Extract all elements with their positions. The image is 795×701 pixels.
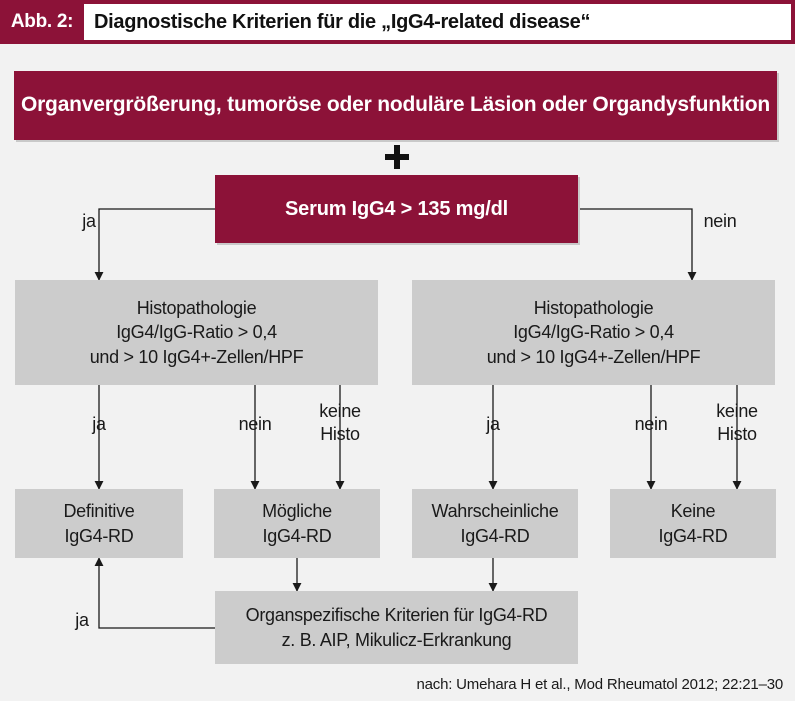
label-right-nein: nein bbox=[634, 414, 668, 434]
label-left-keine-histo bbox=[305, 400, 375, 447]
histo-left-line1: Histopathologie bbox=[136, 298, 257, 319]
edge-organ-ja bbox=[99, 558, 215, 628]
moegliche-line2: IgG4-RD bbox=[262, 525, 332, 546]
keine-box bbox=[610, 489, 776, 558]
definitive-box bbox=[15, 489, 183, 558]
histo-right-line1: Histopathologie bbox=[533, 298, 654, 319]
figure-label: Abb. 2: bbox=[10, 11, 74, 32]
label-right-ja: ja bbox=[486, 414, 500, 434]
histo-left-box bbox=[15, 280, 378, 385]
label-left-keine: keine bbox=[319, 401, 361, 421]
label-right-histo: Histo bbox=[717, 424, 757, 445]
moegliche-line1: Mögliche bbox=[262, 501, 332, 522]
definitive-line1: Definitive bbox=[63, 501, 135, 522]
histo-right-line3: und > 10 IgG4+-Zellen/HPF bbox=[486, 346, 701, 367]
label-left-ja: ja bbox=[92, 414, 106, 434]
serum-igg4-text: Serum IgG4 > 135 mg/dl bbox=[285, 197, 508, 220]
serum-igg4-box bbox=[215, 175, 578, 243]
organ-finding-text: Organvergrößerung, tumoröse oder noduläre Läsion oder Organdysfunktion bbox=[20, 93, 771, 117]
keine-line2: IgG4-RD bbox=[658, 525, 728, 546]
label-organ-ja: ja bbox=[75, 610, 89, 630]
moegliche-box bbox=[214, 489, 380, 558]
organ-finding-box bbox=[14, 71, 777, 140]
edge-serum-ja bbox=[99, 209, 215, 280]
label-serum-nein: nein bbox=[703, 211, 737, 231]
wahrscheinliche-box bbox=[412, 489, 578, 558]
label-right-keine-histo bbox=[702, 400, 772, 447]
plus-icon bbox=[385, 145, 409, 169]
edge-serum-nein bbox=[578, 209, 692, 280]
histo-left-line2: IgG4/IgG-Ratio > 0,4 bbox=[116, 322, 277, 343]
histo-right-line2: IgG4/IgG-Ratio > 0,4 bbox=[513, 322, 674, 343]
histo-right-box bbox=[412, 280, 775, 385]
organspezifisch-line2: z. B. AIP, Mikulicz-Erkrankung bbox=[281, 629, 512, 650]
figure-title: Diagnostische Kriterien für die „IgG4-related disease“ bbox=[84, 4, 791, 40]
source-citation: nach: Umehara H et al., Mod Rheumatol 2012; 22:21–30 bbox=[416, 676, 783, 693]
histo-left-line3: und > 10 IgG4+-Zellen/HPF bbox=[89, 346, 304, 367]
label-left-nein: nein bbox=[238, 414, 272, 434]
label-left-histo: Histo bbox=[320, 424, 360, 445]
definitive-line2: IgG4-RD bbox=[64, 525, 134, 546]
keine-line1: Keine bbox=[670, 501, 716, 522]
wahrscheinliche-line2: IgG4-RD bbox=[460, 525, 530, 546]
wahrscheinliche-line1: Wahrscheinliche bbox=[431, 501, 559, 522]
organspezifisch-line1: Organspezifische Kriterien für IgG4-RD bbox=[245, 605, 548, 626]
organspezifisch-box bbox=[215, 591, 578, 664]
label-right-keine: keine bbox=[716, 401, 758, 421]
label-serum-ja: ja bbox=[82, 211, 96, 231]
